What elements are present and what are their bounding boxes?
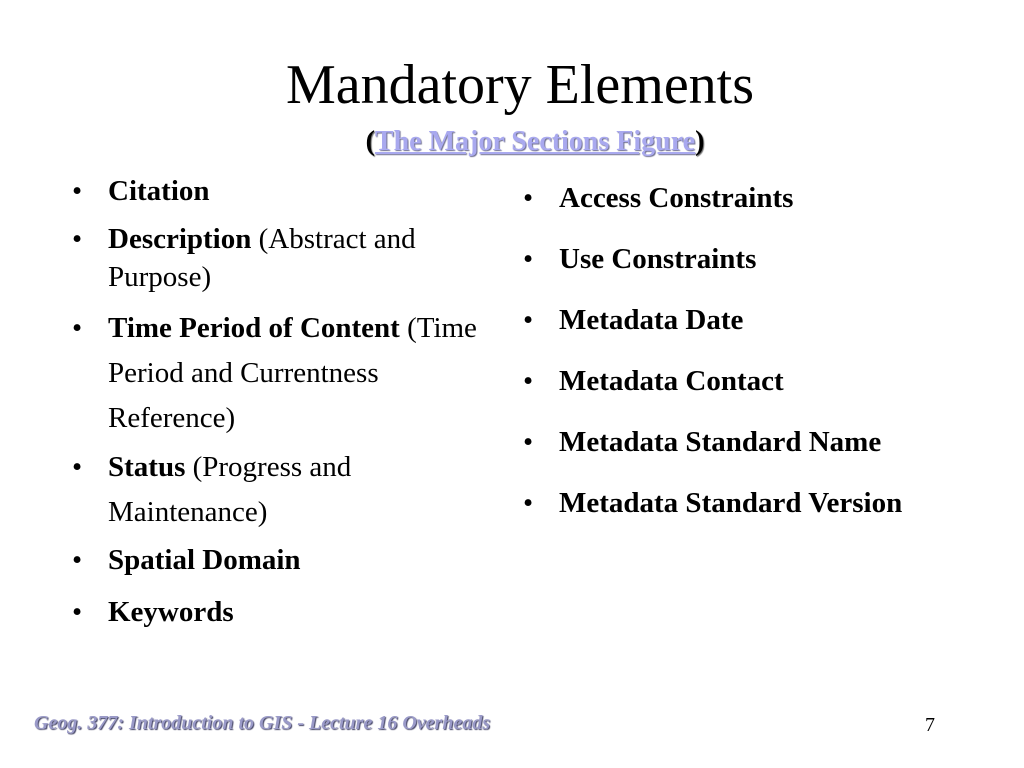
bullet-icon: • [523,304,534,336]
list-item [521,423,991,461]
subtitle-open-paren: ( [365,126,375,157]
list-item-bold: Time Period of Content [108,312,400,344]
bullet-icon: • [523,243,534,275]
list-item [70,541,500,579]
list-item-bold: Access Constraints [559,182,794,214]
major-sections-figure-link[interactable]: The Major Sections Figure [374,126,696,157]
bullet-icon: • [523,365,534,397]
bullet-icon: • [72,544,83,576]
bullet-icon: • [72,223,83,255]
slide-title: Mandatory Elements [285,54,755,116]
bullet-icon: • [72,175,83,207]
left-bullet-list [70,172,500,631]
bullet-icon: • [72,596,83,628]
bullet-icon: • [523,182,534,214]
list-item [521,240,991,278]
right-bullet-list [521,179,991,522]
list-item-bold: Metadata Standard Version [559,487,903,519]
list-item-bold: Keywords [108,596,234,628]
list-item-bold: Citation [108,175,210,207]
list-item-bold: Metadata Contact [559,365,784,397]
bullet-icon: • [523,487,534,519]
list-item-bold: Status [108,451,186,483]
list-item [70,172,500,210]
list-item [521,301,991,339]
bullet-icon: • [72,312,83,344]
list-item [521,484,991,522]
list-item [521,179,991,217]
list-item-bold: Use Constraints [559,243,757,275]
bullet-icon: • [523,426,534,458]
list-item [70,445,500,535]
list-item-detail: (Time Period and Currentness Reference) [108,312,477,434]
subtitle-close-paren: ) [695,126,705,157]
list-item-bold: Metadata Standard Name [559,426,882,458]
list-item [70,220,500,296]
page-number: 7 [925,714,935,736]
list-item-detail: (Progress and Maintenance) [108,451,352,528]
slide-subtitle [0,122,1024,162]
list-item-detail: (Abstract and Purpose) [108,223,416,293]
list-item-bold: Description [108,223,252,255]
footer-course-title: Geog. 377: Introduction to GIS - Lecture 16 Overheads [34,712,491,734]
list-item-bold: Metadata Date [559,304,744,336]
list-item [70,306,500,441]
bullet-icon: • [72,451,83,483]
list-item-bold: Spatial Domain [108,544,301,576]
list-item [521,362,991,400]
list-item [70,593,500,631]
